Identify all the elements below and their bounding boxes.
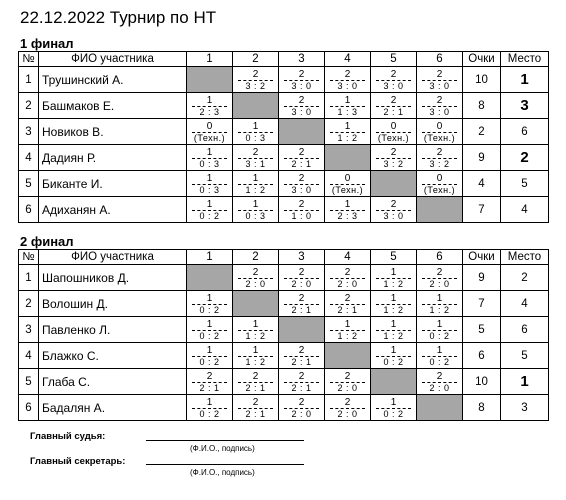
match-result-cell bbox=[233, 265, 279, 291]
match-result-cell bbox=[325, 265, 371, 291]
chief-secretary-caption: (Ф.И.О., подпись) bbox=[190, 468, 255, 477]
participant-num: 3 bbox=[19, 317, 39, 343]
participant-num: 4 bbox=[19, 145, 39, 171]
match-result-cell bbox=[417, 317, 463, 343]
match-points: 1 bbox=[252, 120, 259, 132]
match-score: 2 : 1 bbox=[383, 106, 404, 117]
match-points: 1 bbox=[344, 318, 351, 330]
match-result-cell bbox=[371, 145, 417, 171]
final-2-heading: 2 финал bbox=[20, 234, 74, 249]
match-points: 2 bbox=[390, 94, 397, 106]
header-opponent-5: 5 bbox=[371, 250, 417, 265]
match-score: 0 : 2 bbox=[199, 356, 220, 367]
match-score: 1 : 0 bbox=[291, 210, 312, 221]
match-score: 2 : 0 bbox=[429, 382, 450, 393]
match-result-cell bbox=[417, 343, 463, 369]
match-score: 2 : 0 bbox=[337, 408, 358, 419]
match-score: 0 : 3 bbox=[199, 158, 220, 169]
participant-place: 3 bbox=[501, 93, 549, 119]
match-score: 0 : 2 bbox=[383, 356, 404, 367]
header-num: № bbox=[19, 52, 39, 67]
match-result-cell bbox=[371, 395, 417, 421]
match-result-cell bbox=[187, 291, 233, 317]
match-result-cell bbox=[371, 119, 417, 145]
participant-row bbox=[19, 197, 549, 223]
match-result-cell bbox=[417, 291, 463, 317]
match-points: 2 bbox=[436, 266, 443, 278]
match-points: 0 bbox=[206, 120, 213, 132]
participant-name: Бадалян А. bbox=[39, 395, 187, 421]
match-points: 1 bbox=[390, 396, 397, 408]
match-score: 2 : 1 bbox=[291, 158, 312, 169]
match-points: 2 bbox=[298, 198, 305, 210]
match-result-cell bbox=[187, 369, 233, 395]
participant-name: Биканте И. bbox=[39, 171, 187, 197]
match-score: 0 : 2 bbox=[429, 356, 450, 367]
match-score: 1 : 2 bbox=[383, 330, 404, 341]
match-score: 0 : 2 bbox=[199, 330, 220, 341]
match-score: 0 : 2 bbox=[199, 210, 220, 221]
match-result-cell bbox=[233, 343, 279, 369]
match-points: 1 bbox=[390, 318, 397, 330]
header-opponent-4: 4 bbox=[325, 52, 371, 67]
match-result-cell bbox=[279, 369, 325, 395]
participant-points: 7 bbox=[463, 291, 501, 317]
self-match-cell bbox=[371, 171, 417, 197]
self-match-cell bbox=[417, 197, 463, 223]
match-score: 2 : 0 bbox=[337, 382, 358, 393]
match-score: 2 : 1 bbox=[245, 408, 266, 419]
match-result-cell bbox=[325, 93, 371, 119]
match-score: 2 : 1 bbox=[199, 382, 220, 393]
participant-num: 2 bbox=[19, 291, 39, 317]
match-result-cell bbox=[325, 197, 371, 223]
match-result-cell bbox=[417, 67, 463, 93]
match-result-cell bbox=[279, 93, 325, 119]
participant-points: 2 bbox=[463, 119, 501, 145]
match-points: 1 bbox=[206, 146, 213, 158]
match-points: 1 bbox=[390, 292, 397, 304]
match-result-cell bbox=[233, 395, 279, 421]
match-points: 2 bbox=[344, 68, 351, 80]
match-points: 2 bbox=[252, 396, 259, 408]
match-result-cell bbox=[187, 145, 233, 171]
chief-secretary-label: Главный секретарь: bbox=[30, 456, 126, 467]
match-points: 2 bbox=[344, 370, 351, 382]
match-result-cell bbox=[325, 119, 371, 145]
participant-place: 1 bbox=[501, 67, 549, 93]
self-match-cell bbox=[187, 265, 233, 291]
match-points: 0 bbox=[390, 120, 397, 132]
match-result-cell bbox=[233, 197, 279, 223]
match-score: 1 : 2 bbox=[337, 330, 358, 341]
match-result-cell bbox=[187, 119, 233, 145]
header-place: Место bbox=[501, 52, 549, 67]
match-score: 3 : 0 bbox=[291, 106, 312, 117]
header-place: Место bbox=[501, 250, 549, 265]
match-score: 3 : 0 bbox=[383, 210, 404, 221]
match-points: 1 bbox=[206, 396, 213, 408]
participant-place: 5 bbox=[501, 171, 549, 197]
match-result-cell bbox=[371, 197, 417, 223]
participant-points: 9 bbox=[463, 145, 501, 171]
participant-points: 4 bbox=[463, 171, 501, 197]
match-score: 2 : 0 bbox=[291, 408, 312, 419]
match-score: 0 : 3 bbox=[245, 210, 266, 221]
results-table bbox=[18, 249, 549, 421]
match-points: 2 bbox=[344, 292, 351, 304]
participant-row bbox=[19, 343, 549, 369]
match-score: 3 : 0 bbox=[291, 184, 312, 195]
match-score: 3 : 2 bbox=[245, 80, 266, 91]
participant-row bbox=[19, 119, 549, 145]
match-points: 1 bbox=[252, 198, 259, 210]
match-points: 1 bbox=[344, 120, 351, 132]
match-score: (Техн.) bbox=[423, 184, 456, 195]
participant-name: Глаба С. bbox=[39, 369, 187, 395]
match-result-cell bbox=[233, 171, 279, 197]
participant-place: 4 bbox=[501, 291, 549, 317]
match-points: 2 bbox=[252, 266, 259, 278]
header-num: № bbox=[19, 250, 39, 265]
participant-row bbox=[19, 171, 549, 197]
match-result-cell bbox=[371, 317, 417, 343]
match-score: 3 : 0 bbox=[291, 80, 312, 91]
match-points: 2 bbox=[344, 266, 351, 278]
match-score: 3 : 0 bbox=[337, 80, 358, 91]
match-score: 2 : 1 bbox=[291, 382, 312, 393]
chief-judge-caption: (Ф.И.О., подпись) bbox=[190, 444, 255, 453]
header-opponent-3: 3 bbox=[279, 52, 325, 67]
participant-num: 6 bbox=[19, 197, 39, 223]
chief-judge-signature-line bbox=[146, 440, 304, 441]
participant-num: 4 bbox=[19, 343, 39, 369]
match-points: 1 bbox=[390, 266, 397, 278]
match-score: (Техн.) bbox=[331, 184, 364, 195]
match-points: 2 bbox=[298, 146, 305, 158]
chief-judge-label: Главный судья: bbox=[30, 431, 106, 442]
header-opponent-2: 2 bbox=[233, 52, 279, 67]
match-points: 2 bbox=[298, 94, 305, 106]
participant-points: 5 bbox=[463, 317, 501, 343]
match-points: 2 bbox=[298, 370, 305, 382]
match-points: 1 bbox=[206, 318, 213, 330]
participant-row bbox=[19, 317, 549, 343]
match-result-cell bbox=[279, 343, 325, 369]
match-result-cell bbox=[279, 67, 325, 93]
self-match-cell bbox=[325, 343, 371, 369]
match-score: 3 : 0 bbox=[429, 106, 450, 117]
match-score: (Техн.) bbox=[377, 132, 410, 143]
final-1-heading: 1 финал bbox=[20, 36, 74, 51]
match-score: 1 : 2 bbox=[383, 304, 404, 315]
match-result-cell bbox=[417, 145, 463, 171]
self-match-cell bbox=[279, 317, 325, 343]
match-points: 1 bbox=[436, 292, 443, 304]
match-points: 2 bbox=[298, 266, 305, 278]
participant-place: 5 bbox=[501, 343, 549, 369]
match-score: 2 : 0 bbox=[245, 278, 266, 289]
participant-place: 2 bbox=[501, 145, 549, 171]
participant-name: Волошин Д. bbox=[39, 291, 187, 317]
match-score: 0 : 2 bbox=[199, 304, 220, 315]
participant-num: 5 bbox=[19, 369, 39, 395]
match-result-cell bbox=[187, 171, 233, 197]
participant-name: Шапошников Д. bbox=[39, 265, 187, 291]
match-score: 2 : 0 bbox=[291, 278, 312, 289]
self-match-cell bbox=[371, 369, 417, 395]
participant-name: Адиханян А. bbox=[39, 197, 187, 223]
participant-num: 3 bbox=[19, 119, 39, 145]
participant-num: 1 bbox=[19, 67, 39, 93]
match-result-cell bbox=[279, 395, 325, 421]
match-points: 2 bbox=[252, 370, 259, 382]
match-result-cell bbox=[371, 343, 417, 369]
match-result-cell bbox=[417, 369, 463, 395]
match-result-cell bbox=[279, 291, 325, 317]
match-points: 1 bbox=[206, 198, 213, 210]
match-points: 0 bbox=[436, 120, 443, 132]
match-points: 1 bbox=[436, 344, 443, 356]
match-points: 1 bbox=[206, 344, 213, 356]
header-opponent-1: 1 bbox=[187, 250, 233, 265]
page-title: 22.12.2022 Турнир по НТ bbox=[20, 8, 217, 27]
participant-row bbox=[19, 265, 549, 291]
match-result-cell bbox=[325, 67, 371, 93]
match-result-cell bbox=[325, 171, 371, 197]
participant-place: 3 bbox=[501, 395, 549, 421]
match-score: 2 : 1 bbox=[245, 382, 266, 393]
match-points: 2 bbox=[298, 396, 305, 408]
match-score: 0 : 2 bbox=[383, 408, 404, 419]
match-points: 0 bbox=[344, 172, 351, 184]
match-result-cell bbox=[233, 317, 279, 343]
participant-points: 8 bbox=[463, 93, 501, 119]
match-points: 1 bbox=[436, 318, 443, 330]
match-points: 2 bbox=[298, 292, 305, 304]
match-result-cell bbox=[187, 197, 233, 223]
match-score: 1 : 2 bbox=[245, 356, 266, 367]
match-result-cell bbox=[279, 145, 325, 171]
participant-name: Павленко Л. bbox=[39, 317, 187, 343]
match-points: 2 bbox=[344, 396, 351, 408]
participant-row bbox=[19, 145, 549, 171]
match-points: 2 bbox=[436, 370, 443, 382]
self-match-cell bbox=[417, 395, 463, 421]
match-result-cell bbox=[279, 197, 325, 223]
match-result-cell bbox=[233, 119, 279, 145]
match-result-cell bbox=[233, 67, 279, 93]
header-opponent-3: 3 bbox=[279, 250, 325, 265]
match-score: (Техн.) bbox=[193, 132, 226, 143]
match-points: 2 bbox=[298, 172, 305, 184]
match-points: 1 bbox=[252, 172, 259, 184]
self-match-cell bbox=[233, 291, 279, 317]
match-points: 2 bbox=[390, 146, 397, 158]
match-score: 1 : 2 bbox=[337, 132, 358, 143]
participant-points: 8 bbox=[463, 395, 501, 421]
participant-name: Трушинский А. bbox=[39, 67, 187, 93]
participant-num: 2 bbox=[19, 93, 39, 119]
match-result-cell bbox=[417, 265, 463, 291]
match-score: 0 : 2 bbox=[429, 330, 450, 341]
participant-num: 6 bbox=[19, 395, 39, 421]
match-points: 1 bbox=[252, 318, 259, 330]
participant-row bbox=[19, 67, 549, 93]
match-result-cell bbox=[325, 395, 371, 421]
header-opponent-1: 1 bbox=[187, 52, 233, 67]
match-points: 1 bbox=[344, 198, 351, 210]
header-name: ФИО участника bbox=[39, 52, 187, 67]
match-score: 1 : 2 bbox=[245, 330, 266, 341]
final-1-table bbox=[18, 51, 549, 223]
match-points: 1 bbox=[390, 344, 397, 356]
match-result-cell bbox=[187, 395, 233, 421]
participant-place: 6 bbox=[501, 119, 549, 145]
match-result-cell bbox=[233, 145, 279, 171]
participant-name: Башмаков Е. bbox=[39, 93, 187, 119]
match-result-cell bbox=[279, 171, 325, 197]
self-match-cell bbox=[233, 93, 279, 119]
header-points: Очки bbox=[463, 52, 501, 67]
participant-row bbox=[19, 291, 549, 317]
match-score: 0 : 2 bbox=[199, 408, 220, 419]
participant-name: Новиков В. bbox=[39, 119, 187, 145]
match-result-cell bbox=[371, 265, 417, 291]
match-result-cell bbox=[187, 317, 233, 343]
match-points: 1 bbox=[206, 172, 213, 184]
match-result-cell bbox=[417, 171, 463, 197]
match-score: 3 : 0 bbox=[429, 80, 450, 91]
match-points: 2 bbox=[436, 68, 443, 80]
match-result-cell bbox=[279, 265, 325, 291]
participant-place: 2 bbox=[501, 265, 549, 291]
self-match-cell bbox=[187, 67, 233, 93]
match-points: 2 bbox=[252, 68, 259, 80]
match-result-cell bbox=[371, 93, 417, 119]
participant-points: 6 bbox=[463, 343, 501, 369]
match-score: 1 : 2 bbox=[383, 278, 404, 289]
participant-points: 10 bbox=[463, 67, 501, 93]
header-opponent-6: 6 bbox=[417, 250, 463, 265]
match-score: 2 : 3 bbox=[337, 210, 358, 221]
match-score: 3 : 2 bbox=[383, 158, 404, 169]
participant-points: 7 bbox=[463, 197, 501, 223]
match-points: 2 bbox=[252, 146, 259, 158]
final-2-table bbox=[18, 249, 549, 421]
participant-num: 5 bbox=[19, 171, 39, 197]
chief-secretary-signature-line bbox=[146, 464, 304, 465]
participant-name: Блажко С. bbox=[39, 343, 187, 369]
self-match-cell bbox=[279, 119, 325, 145]
header-opponent-6: 6 bbox=[417, 52, 463, 67]
match-score: 3 : 1 bbox=[245, 158, 266, 169]
match-score: 2 : 3 bbox=[199, 106, 220, 117]
match-result-cell bbox=[371, 67, 417, 93]
participant-row bbox=[19, 93, 549, 119]
match-result-cell bbox=[371, 291, 417, 317]
header-name: ФИО участника bbox=[39, 250, 187, 265]
match-score: 2 : 0 bbox=[337, 278, 358, 289]
match-score: 2 : 1 bbox=[291, 304, 312, 315]
match-result-cell bbox=[187, 343, 233, 369]
match-points: 0 bbox=[436, 172, 443, 184]
match-points: 2 bbox=[298, 68, 305, 80]
match-score: 3 : 0 bbox=[383, 80, 404, 91]
results-table bbox=[18, 51, 549, 223]
match-points: 1 bbox=[206, 94, 213, 106]
participant-place: 1 bbox=[501, 369, 549, 395]
match-score: (Техн.) bbox=[423, 132, 456, 143]
self-match-cell bbox=[325, 145, 371, 171]
header-row bbox=[19, 250, 549, 265]
match-score: 2 : 1 bbox=[291, 356, 312, 367]
match-score: 2 : 1 bbox=[337, 304, 358, 315]
match-result-cell bbox=[325, 369, 371, 395]
participant-name: Дадиян Р. bbox=[39, 145, 187, 171]
match-score: 1 : 2 bbox=[429, 304, 450, 315]
match-result-cell bbox=[233, 369, 279, 395]
match-points: 2 bbox=[206, 370, 213, 382]
match-points: 1 bbox=[206, 292, 213, 304]
match-points: 1 bbox=[252, 344, 259, 356]
participant-points: 9 bbox=[463, 265, 501, 291]
header-points: Очки bbox=[463, 250, 501, 265]
match-points: 2 bbox=[298, 344, 305, 356]
match-score: 0 : 3 bbox=[245, 132, 266, 143]
match-result-cell bbox=[187, 93, 233, 119]
match-result-cell bbox=[417, 119, 463, 145]
header-opponent-2: 2 bbox=[233, 250, 279, 265]
match-result-cell bbox=[325, 317, 371, 343]
match-score: 0 : 3 bbox=[199, 184, 220, 195]
participant-place: 6 bbox=[501, 317, 549, 343]
match-score: 1 : 3 bbox=[337, 106, 358, 117]
participant-row bbox=[19, 369, 549, 395]
participant-points: 10 bbox=[463, 369, 501, 395]
match-points: 1 bbox=[344, 94, 351, 106]
match-points: 2 bbox=[436, 146, 443, 158]
match-result-cell bbox=[417, 93, 463, 119]
header-opponent-5: 5 bbox=[371, 52, 417, 67]
match-score: 1 : 2 bbox=[245, 184, 266, 195]
match-score: 3 : 2 bbox=[429, 158, 450, 169]
participant-place: 4 bbox=[501, 197, 549, 223]
header-opponent-4: 4 bbox=[325, 250, 371, 265]
match-score: 2 : 0 bbox=[429, 278, 450, 289]
participant-num: 1 bbox=[19, 265, 39, 291]
match-result-cell bbox=[325, 291, 371, 317]
header-row bbox=[19, 52, 549, 67]
match-points: 2 bbox=[436, 94, 443, 106]
participant-row bbox=[19, 395, 549, 421]
match-points: 2 bbox=[390, 68, 397, 80]
match-points: 2 bbox=[390, 198, 397, 210]
